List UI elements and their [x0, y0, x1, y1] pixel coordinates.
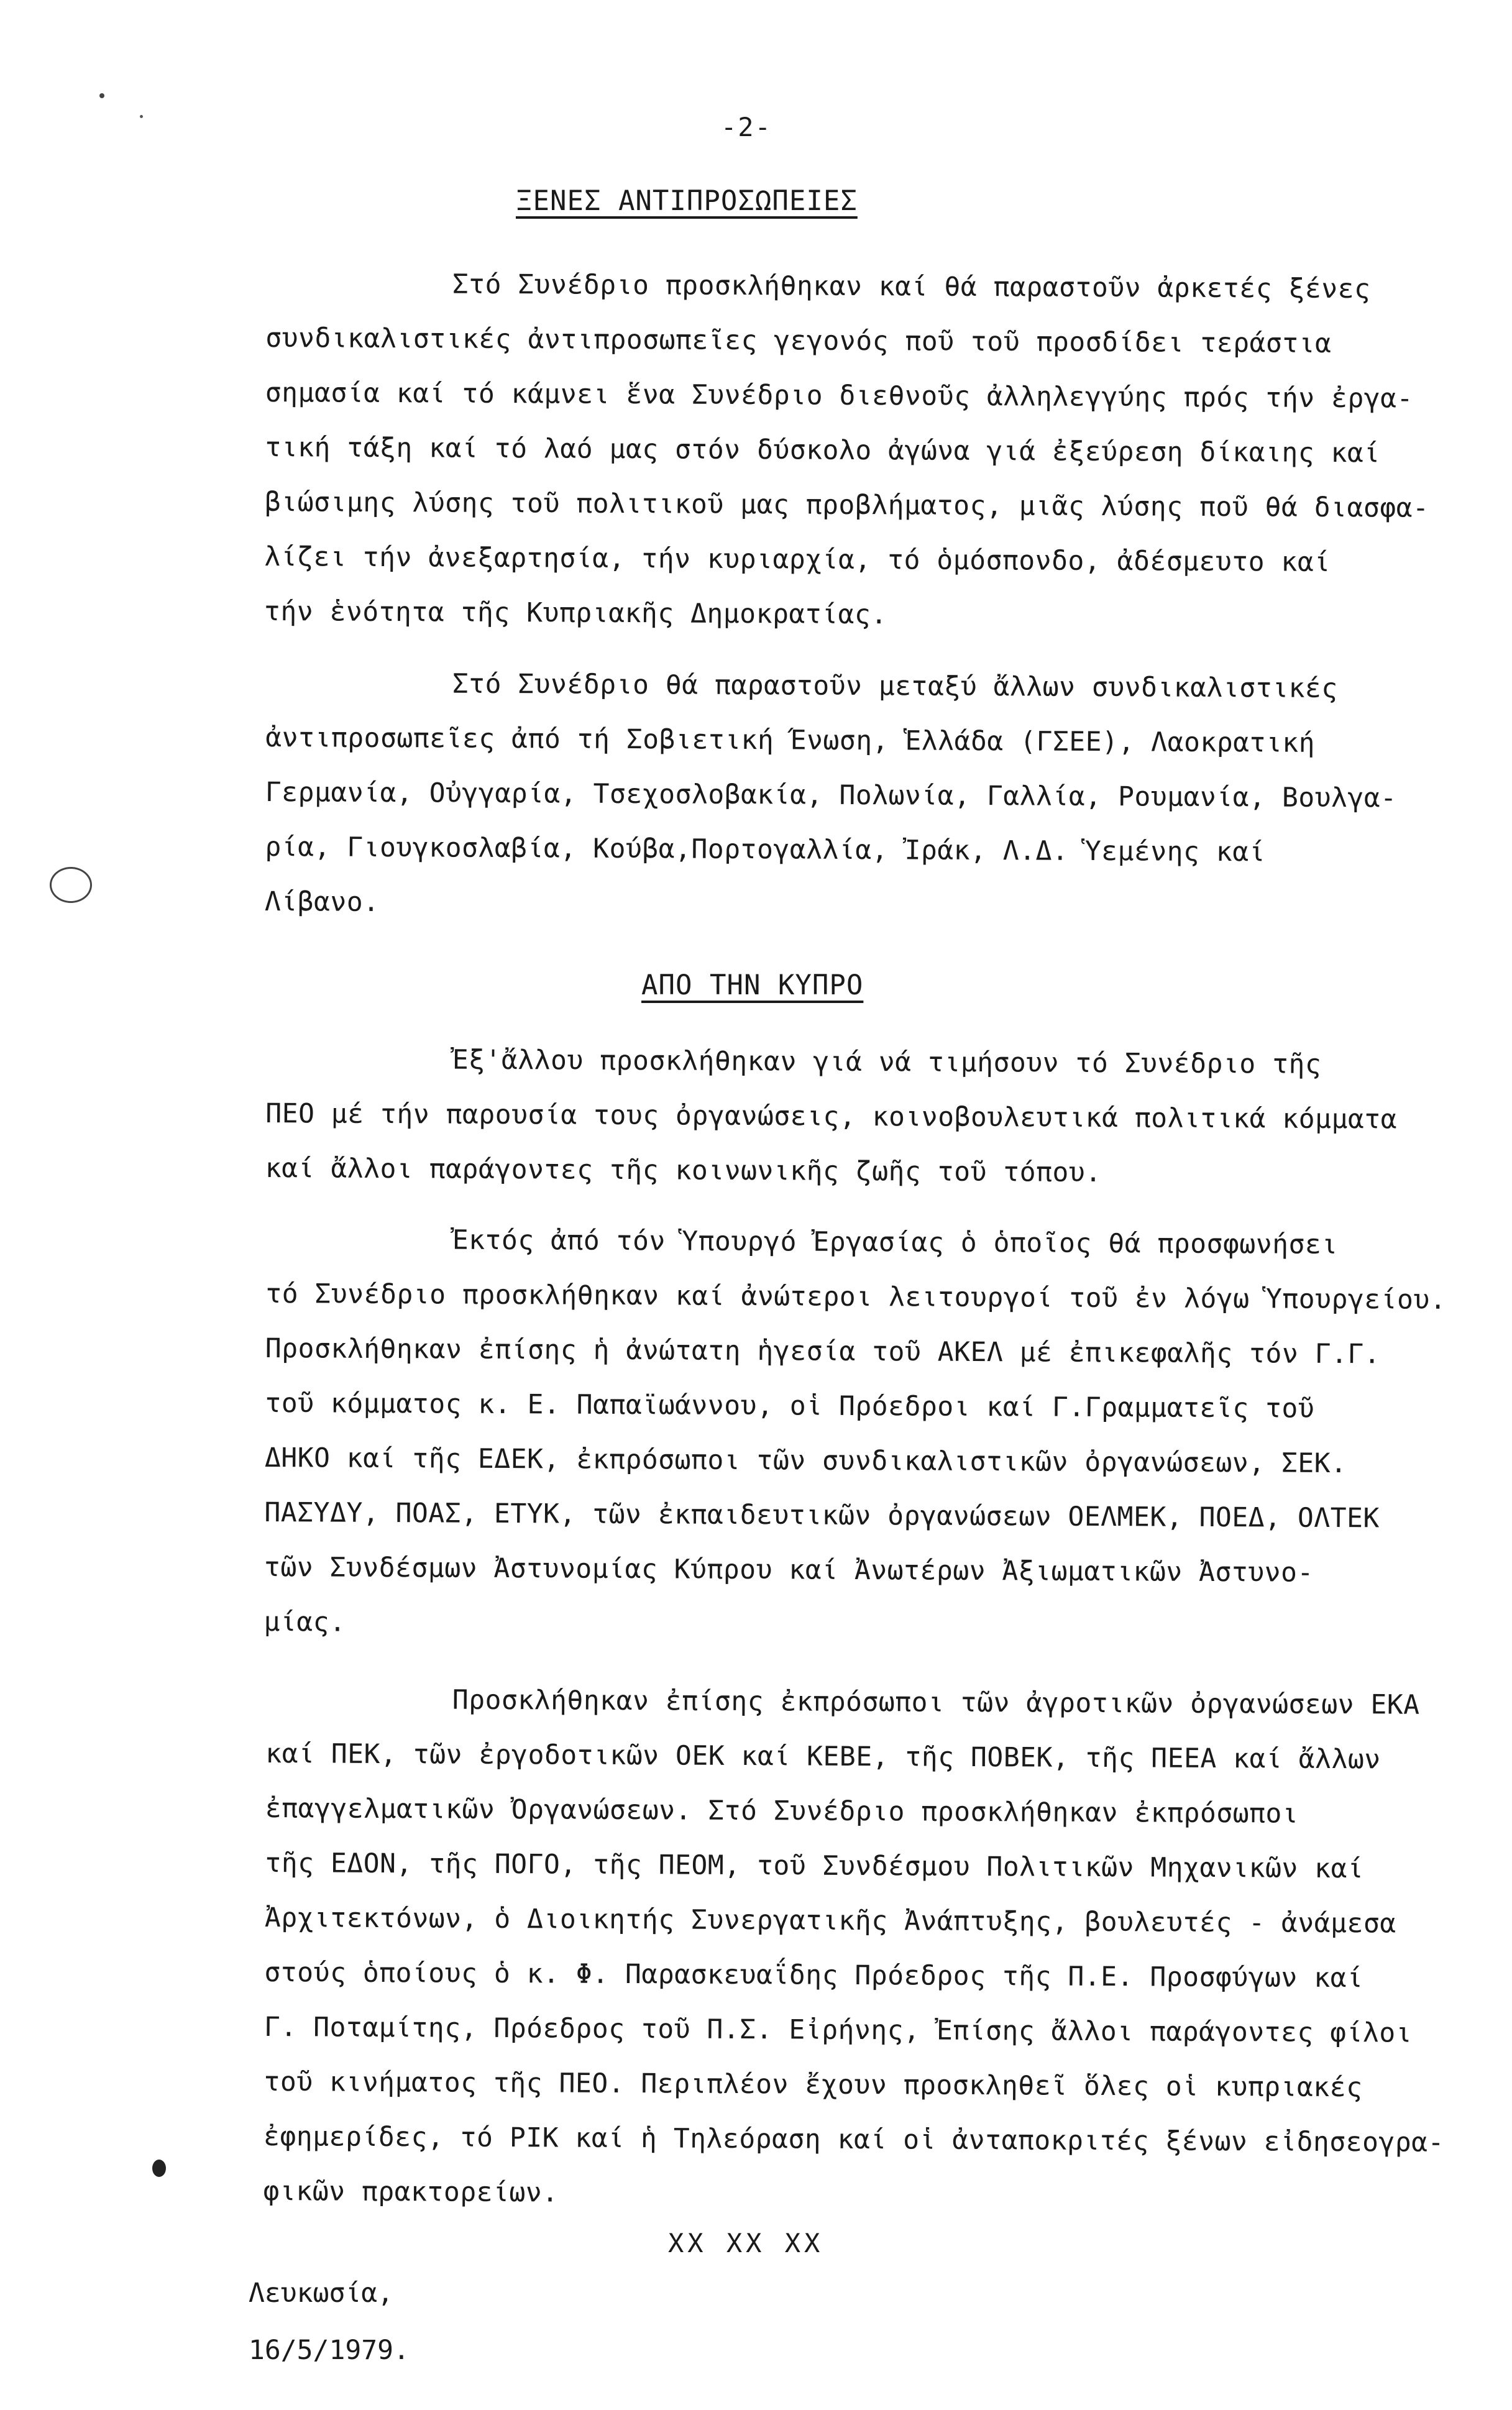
text-line: στούς ὁποίους ὁ κ. Φ. Παρασκευαΐδης Πρόεδρος τῆς Π.Ε. Προσφύγων καί [264, 1956, 1363, 1994]
place-line: Λευκωσία, [249, 2278, 393, 2309]
text-line: καί ἄλλοι παράγοντες τῆς κοινωνικῆς ζωῆς τοῦ τόπου. [265, 1152, 1102, 1189]
text-line: τοῦ κινήματος τῆς ΠΕΟ. Περιπλέον ἔχουν προσκληθεῖ ὅλες οἱ κυπριακές [263, 2066, 1363, 2104]
paragraph-3 [265, 1032, 1398, 1201]
text-line: ἀντιπροσωπεῖες ἀπό τή Σοβιετική Ένωση, Ἑλλάδα (ΓΣΕΕ), Λαοκρατική [265, 722, 1316, 759]
scan-speck [140, 115, 143, 118]
section-heading-from-cyprus: ΑΠΟ ΤΗΝ ΚΥΠΡΟ [641, 969, 864, 1001]
text-line: φικῶν πρακτορείων. [263, 2175, 559, 2209]
text-line: τική τάξη καί τό λαό μας στόν δύσκολο ἀγώνα γιά ἐξεύρεση δίκαιης καί [265, 431, 1380, 469]
text-line: ἐφημερίδες, τό ΡΙΚ καί ἡ Τηλεόραση καί οἱ ἀνταποκριτές ξένων εἰδησεογρα- [263, 2120, 1445, 2158]
text-line: συνδικαλιστικές ἀντιπροσωπεῖες γεγονός ποῦ τοῦ προσδίδει τεράστια [265, 322, 1332, 359]
text-line: ΔΗΚΟ καί τῆς ΕΔΕΚ, ἐκπρόσωποι τῶν συνδικαλιστικῶν ὀργανώσεων, ΣΕΚ. [264, 1442, 1347, 1480]
ink-blot [152, 2160, 166, 2177]
text-line: καί ΠΕΚ, τῶν ἐργοδοτικῶν ΟΕΚ καί ΚΕΒΕ, τῆς ΠΟΒΕΚ, τῆς ΠΕΕΑ καί ἄλλων [265, 1738, 1381, 1775]
text-line: ΠΕΟ μέ τήν παρουσία τους ὀργανώσεις, κοινοβουλευτικά πολιτικά κόμματα [265, 1097, 1398, 1135]
text-line: λίζει τήν ἀνεξαρτησία, τήν κυριαρχία, τό ὁμόσπονδο, ἀδέσμευτο καί [264, 541, 1331, 578]
text-line: Ἀρχιτεκτόνων, ὁ Διοικητής Συνεργατικῆς Ἀνάπτυξης, βουλευτές - ἀνάμεσα [264, 1902, 1396, 1940]
text-line: Ἐκτός ἀπό τόν Ὑπουργό Ἐργασίας ὁ ὁποῖος θά προσφωνήσει [452, 1224, 1338, 1261]
text-line: Προσκλήθηκαν ἐπίσης ἡ ἀνώτατη ἡγεσία τοῦ ΑΚΕΛ μέ ἐπικεφαλῆς τόν Γ.Γ. [265, 1332, 1381, 1370]
text-line: Ἐξ'ἄλλου προσκλήθηκαν γιά νά τιμήσουν τό Συνέδριο τῆς [452, 1044, 1322, 1080]
text-line: ΠΑΣΥΔΥ, ΠΟΑΣ, ΕΤΥΚ, τῶν ἐκπαιδευτικῶν ὀργανώσεων ΟΕΛΜΕΚ, ΠΟΕΔ, ΟΛΤΕΚ [264, 1496, 1380, 1534]
punch-hole-mark [50, 867, 92, 903]
end-separator: XX XX XX [668, 2228, 824, 2258]
text-line: Στό Συνέδριο προσκλήθηκαν καί θά παραστοῦν ἀρκετές ξένες [452, 268, 1371, 305]
text-line: βιώσιμης λύσης τοῦ πολιτικοῦ μας προβλήματος, μιᾶς λύσης ποῦ θά διασφα- [264, 486, 1429, 524]
text-line: τό Συνέδριο προσκλήθηκαν καί ἀνώτεροι λειτουργοί τοῦ ἐν λόγω Ὑπουργείου. [265, 1278, 1447, 1316]
paragraph-2 [264, 656, 1397, 935]
text-line: Γ. Ποταμίτης, Πρόεδρος τοῦ Π.Σ. Εἰρήνης, Ἐπίσης ἄλλοι παράγοντες φίλοι [263, 2011, 1413, 2049]
section-heading-foreign-delegations: ΞΕΝΕΣ ΑΝΤΙΠΡΟΣΩΠΕΙΕΣ [516, 185, 858, 217]
paragraph-1 [263, 256, 1429, 644]
text-line: τήν ἑνότητα τῆς Κυπριακῆς Δημοκρατίας. [263, 595, 887, 631]
text-line: σημασία καί τό κάμνει ἕνα Συνέδριο διεθνοῦς ἀλληλεγγύης πρός τήν ἐργα- [265, 377, 1414, 415]
scan-speck [99, 93, 104, 98]
text-line: Γερμανία, Οὐγγαρία, Τσεχοσλοβακία, Πολωνία, Γαλλία, Ρουμανία, Βουλγα- [265, 776, 1397, 814]
page-number: -2- [721, 112, 772, 142]
text-line: Λίβανο. [264, 886, 380, 918]
text-line: μίας. [263, 1606, 346, 1638]
text-line: τῆς ΕΔΟΝ, τῆς ΠΟΓΟ, τῆς ΠΕΟΜ, τοῦ Συνδέσμου Πολιτικῶν Μηχανικῶν καί [265, 1847, 1364, 1885]
date-line: 16/5/1979. [249, 2335, 410, 2366]
text-line: Προσκλήθηκαν ἐπίσης ἐκπρόσωποι τῶν ἀγροτικῶν ὀργανώσεων ΕΚΑ [452, 1684, 1420, 1721]
text-line: τοῦ κόμματος κ. Ε. Παπαϊωάννου, οἱ Πρόεδροι καί Γ.Γραμματεῖς τοῦ [265, 1387, 1315, 1424]
text-line: ἐπαγγελματικῶν Ὀργανώσεων. Στό Συνέδριο προσκλήθηκαν ἐκπρόσωποι [265, 1792, 1299, 1830]
paragraph-5 [263, 1672, 1445, 2224]
text-line: ρία, Γιουγκοσλαβία, Κούβα,Πορτογαλλία, Ἰράκ, Λ.Δ. Ὑεμένης καί [265, 831, 1266, 868]
text-line: Στό Συνέδριο θά παραστοῦν μεταξύ ἄλλων συνδικαλιστικές [452, 668, 1338, 705]
text-line: τῶν Συνδέσμων Ἀστυνομίας Κύπρου καί Ἀνωτέρων Ἀξιωματικῶν Ἀστυνο- [263, 1551, 1314, 1588]
paragraph-4 [263, 1212, 1447, 1655]
